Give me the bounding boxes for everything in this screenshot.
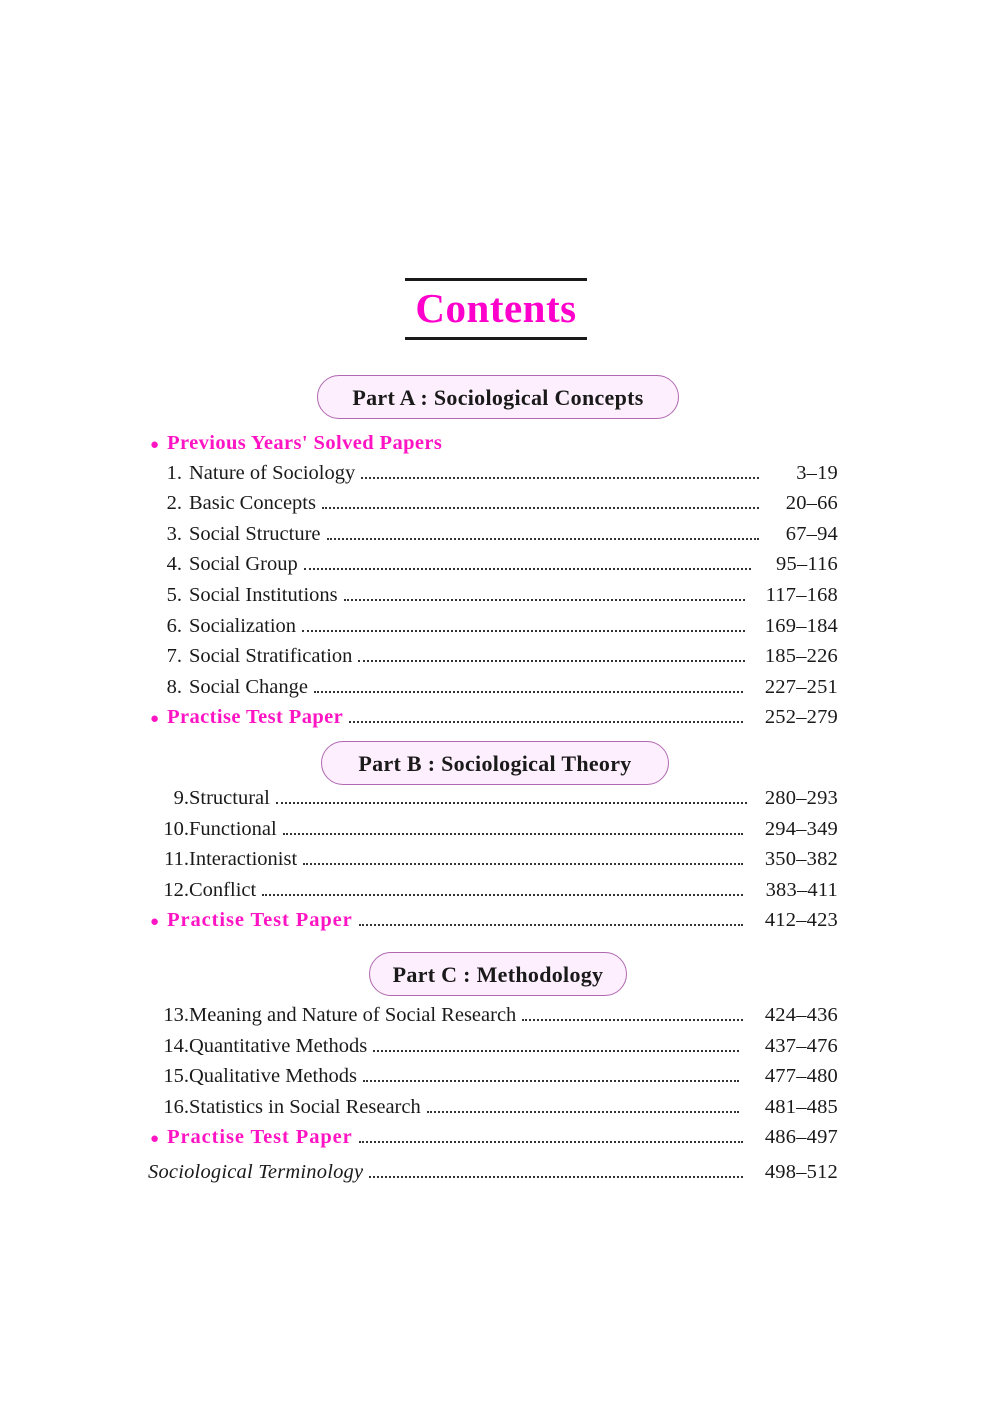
toc-leader-dots [304, 568, 751, 570]
toc-part-b [148, 788, 838, 941]
toc-pages: 477–480 [764, 1065, 838, 1088]
toc-number: 11. [164, 848, 189, 871]
toc-leader-dots [427, 1111, 739, 1113]
toc-pages: 486–497 [764, 1126, 838, 1149]
toc-row[interactable] [148, 554, 838, 585]
toc-pages: 294–349 [764, 817, 838, 840]
toc-label: Basic Concepts [189, 492, 316, 515]
toc-label: Interactionist [189, 848, 298, 871]
toc-leader-dots [322, 507, 759, 509]
toc-leader-dots [327, 538, 759, 540]
part-heading-c: Part C : Methodology [369, 952, 627, 996]
toc-number: 10. [163, 817, 189, 840]
toc-label: Sociological Terminology [148, 1160, 364, 1183]
toc-pages: 437–476 [764, 1034, 838, 1057]
toc-leader-dots [283, 833, 743, 835]
toc-number: 8. [166, 675, 182, 698]
toc-pages: 185–226 [764, 645, 838, 668]
toc-number: 6. [166, 614, 182, 637]
title-rule-top [405, 278, 587, 281]
toc-row[interactable] [148, 849, 838, 880]
toc-row[interactable] [148, 1005, 838, 1036]
toc-label: Socialization [189, 614, 297, 637]
toc-row-practise-test-paper[interactable] [148, 910, 838, 941]
toc-number: 7. [166, 645, 182, 668]
toc-leader-dots [358, 660, 745, 662]
toc-part-c [148, 1005, 838, 1193]
toc-number: 2. [166, 492, 182, 515]
toc-leader-dots [349, 721, 743, 723]
toc-label: Structural [189, 787, 270, 809]
toc-row[interactable] [148, 788, 838, 819]
toc-row[interactable] [148, 585, 838, 616]
title-rule-bottom [405, 337, 587, 340]
bullet-icon: ● [150, 1131, 160, 1148]
toc-row[interactable] [148, 677, 838, 708]
page-title-block [0, 278, 992, 340]
toc-pages: 412–423 [764, 909, 838, 932]
toc-leader-dots [276, 802, 747, 804]
toc-number: 5. [166, 583, 182, 606]
toc-number: 4. [166, 553, 182, 576]
toc-row[interactable] [148, 1097, 838, 1128]
toc-leader-dots [314, 691, 743, 693]
toc-leader-dots [344, 599, 745, 601]
toc-leader-dots [361, 477, 759, 479]
toc-label: Practise Test Paper [167, 909, 353, 932]
toc-leader-dots [522, 1019, 743, 1021]
toc-pages: 117–168 [765, 583, 838, 606]
toc-leader-dots [363, 1080, 739, 1082]
toc-label: Social Structure [189, 522, 321, 545]
toc-number: 1. [166, 461, 182, 484]
toc-label: Social Group [189, 553, 298, 576]
toc-number: 9. [173, 787, 189, 809]
toc-row[interactable] [148, 646, 838, 677]
toc-pages: 95–116 [776, 553, 838, 576]
toc-pages: 252–279 [764, 706, 838, 729]
toc-row[interactable] [148, 819, 838, 850]
toc-pages: 67–94 [785, 522, 838, 545]
toc-row-practise-test-paper[interactable] [148, 707, 838, 738]
toc-label: Social Stratification [189, 645, 353, 668]
toc-pages: 424–436 [764, 1004, 838, 1026]
toc-leader-dots [369, 1176, 743, 1178]
toc-label: Conflict [189, 878, 257, 901]
toc-intro-label: Previous Years' Solved Papers [167, 432, 443, 454]
toc-leader-dots [359, 1141, 743, 1143]
toc-number: 13. [163, 1004, 189, 1026]
toc-label: Quantitative Methods [189, 1034, 368, 1057]
toc-label: Nature of Sociology [189, 461, 356, 484]
toc-number: 3. [166, 522, 182, 545]
toc-row-terminology[interactable] [148, 1162, 838, 1193]
bullet-icon: ● [150, 437, 160, 453]
toc-pages: 20–66 [785, 492, 838, 515]
toc-part-a [148, 432, 838, 738]
toc-number: 15. [163, 1065, 189, 1088]
toc-pages: 280–293 [764, 787, 838, 809]
toc-leader-dots [302, 630, 745, 632]
toc-row[interactable] [148, 1066, 838, 1097]
toc-row[interactable] [148, 1036, 838, 1067]
page-title: Contents [415, 285, 577, 331]
toc-number: 16. [163, 1095, 189, 1118]
toc-label: Meaning and Nature of Social Research [189, 1004, 517, 1026]
part-heading-b: Part B : Sociological Theory [321, 741, 669, 785]
bullet-icon: ● [150, 711, 160, 728]
toc-label: Social Change [189, 675, 308, 698]
toc-intro-previous-papers[interactable] [148, 432, 838, 463]
toc-label: Qualitative Methods [189, 1065, 357, 1088]
toc-pages: 227–251 [764, 675, 838, 698]
toc-label: Social Institutions [189, 583, 338, 606]
toc-label: Statistics in Social Research [189, 1095, 421, 1118]
part-heading-a: Part A : Sociological Concepts [317, 375, 679, 419]
toc-number: 14. [163, 1034, 189, 1057]
toc-row[interactable] [148, 880, 838, 911]
toc-leader-dots [303, 863, 743, 865]
toc-label: Practise Test Paper [167, 1126, 353, 1149]
bullet-icon: ● [150, 914, 160, 931]
toc-pages: 3–19 [796, 461, 838, 484]
toc-leader-dots [359, 924, 743, 926]
toc-pages: 350–382 [764, 848, 838, 871]
toc-pages: 498–512 [764, 1160, 838, 1183]
toc-leader-dots [262, 894, 743, 896]
toc-number: 12. [163, 878, 189, 901]
toc-label: Practise Test Paper [167, 706, 344, 729]
toc-row[interactable] [148, 493, 838, 524]
toc-pages: 383–411 [765, 878, 838, 901]
toc-label: Functional [189, 817, 277, 840]
toc-row-practise-test-paper[interactable] [148, 1127, 838, 1158]
toc-row[interactable] [148, 616, 838, 647]
toc-pages: 481–485 [764, 1095, 838, 1118]
toc-row[interactable] [148, 463, 838, 494]
toc-leader-dots [373, 1050, 739, 1052]
toc-pages: 169–184 [764, 614, 838, 637]
toc-row[interactable] [148, 524, 838, 555]
